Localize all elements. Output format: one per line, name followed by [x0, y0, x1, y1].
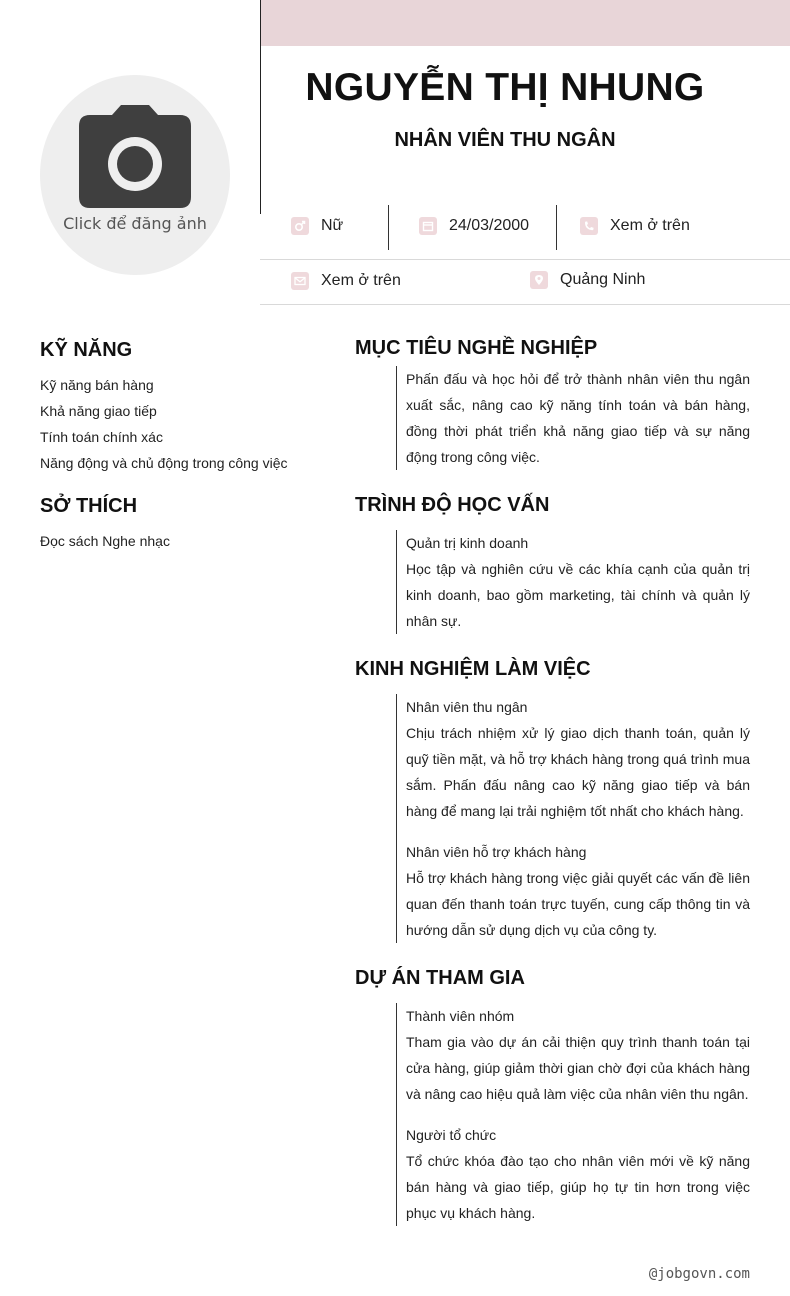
email-value: Xem ở trên: [321, 272, 401, 289]
experience-subtitle: Nhân viên hỗ trợ khách hàng: [406, 844, 587, 860]
phone-item: [580, 217, 690, 235]
email-item: [291, 272, 401, 290]
contact-divider: [260, 304, 790, 305]
education-block: [396, 530, 750, 634]
phone-icon: [580, 217, 598, 235]
objective-block: [396, 366, 750, 470]
location-pin-icon: [530, 271, 548, 289]
project-subtitle: Người tổ chức: [406, 1127, 497, 1143]
experience-text: Hỗ trợ khách hàng trong việc giải quyết các vấn đề liên quan đến thanh toán trực tuyến, cung cấp thông tin và hướng dẫn sử dụng dịch vụ của công ty.: [406, 870, 750, 938]
phone-value: Xem ở trên: [610, 217, 690, 234]
skill-item: Năng động và chủ động trong công việc: [40, 455, 288, 471]
job-title: NHÂN VIÊN THU NGÂN: [394, 129, 616, 151]
birthday-item: [419, 217, 529, 235]
gender-value: Nữ: [321, 217, 344, 234]
objective-heading: MỤC TIÊU NGHỀ NGHIỆP: [355, 337, 598, 359]
email-icon: [291, 272, 309, 290]
education-heading: TRÌNH ĐỘ HỌC VẤN: [355, 494, 550, 516]
project-text: Tổ chức khóa đào tạo cho nhân viên mới về kỹ năng bán hàng và giao tiếp, giúp họ tự tin hơn trong việc phục vụ khách hàng.: [406, 1153, 750, 1221]
experience-subtitle: Nhân viên thu ngân: [406, 699, 528, 715]
objective-text: Phấn đấu và học hỏi để trở thành nhân viên thu ngân xuất sắc, nâng cao kỹ năng tính toán và bán hàng, đồng thời phát triển khả năng giao tiếp và sự năng động trong công việc.: [406, 371, 750, 465]
contact-divider: [260, 259, 790, 260]
skill-item: Kỹ năng bán hàng: [40, 377, 154, 393]
project-text: Tham gia vào dự án cải thiện quy trình thanh toán tại cửa hàng, giúp giảm thời gian chờ đợi của khách hàng và nâng cao hiệu quả làm việc của nhân viên thu ngân.: [406, 1034, 750, 1102]
skill-item: Khả năng giao tiếp: [40, 403, 157, 419]
avatar-caption: Click để đăng ảnh: [63, 214, 207, 233]
projects-heading: DỰ ÁN THAM GIA: [355, 967, 525, 989]
candidate-name: NGUYỄN THỊ NHUNG: [305, 66, 705, 109]
hobbies-heading: SỞ THÍCH: [40, 495, 138, 517]
contact-separator: [388, 205, 389, 250]
education-subtitle: Quản trị kinh doanh: [406, 535, 529, 551]
contact-separator: [556, 205, 557, 250]
hobbies-text: Đọc sách Nghe nhạc: [40, 533, 170, 549]
skills-heading: KỸ NĂNG: [40, 339, 133, 361]
address-value: Quảng Ninh: [560, 271, 646, 288]
gender-item: [291, 217, 343, 235]
experience-text: Chịu trách nhiệm xử lý giao dịch thanh toán, quản lý quỹ tiền mặt, và hỗ trợ khách hàng trong quá trình mua sắm. Phấn đấu nâng cao kỹ năng giao tiếp và bán hàng để mang lại trải nghiệm tốt nhất cho khách hàng.: [406, 725, 750, 819]
experience-block: [396, 694, 750, 943]
birthday-value: 24/03/2000: [449, 217, 530, 234]
projects-block: [396, 1003, 750, 1226]
footer-watermark: @jobgovn.com: [648, 1266, 750, 1282]
address-item: [530, 271, 645, 289]
calendar-icon: [419, 217, 437, 235]
skill-item: Tính toán chính xác: [40, 429, 163, 445]
education-text: Học tập và nghiên cứu về các khía cạnh của quản trị kinh doanh, bao gồm marketing, tài chính và quản lý nhân sự.: [406, 561, 750, 629]
camera-icon: [78, 103, 192, 214]
avatar-upload[interactable]: [40, 75, 230, 275]
header-accent-band: [260, 0, 790, 46]
experience-heading: KINH NGHIỆM LÀM VIỆC: [355, 658, 591, 680]
project-subtitle: Thành viên nhóm: [406, 1008, 515, 1024]
gender-icon: [291, 217, 309, 235]
